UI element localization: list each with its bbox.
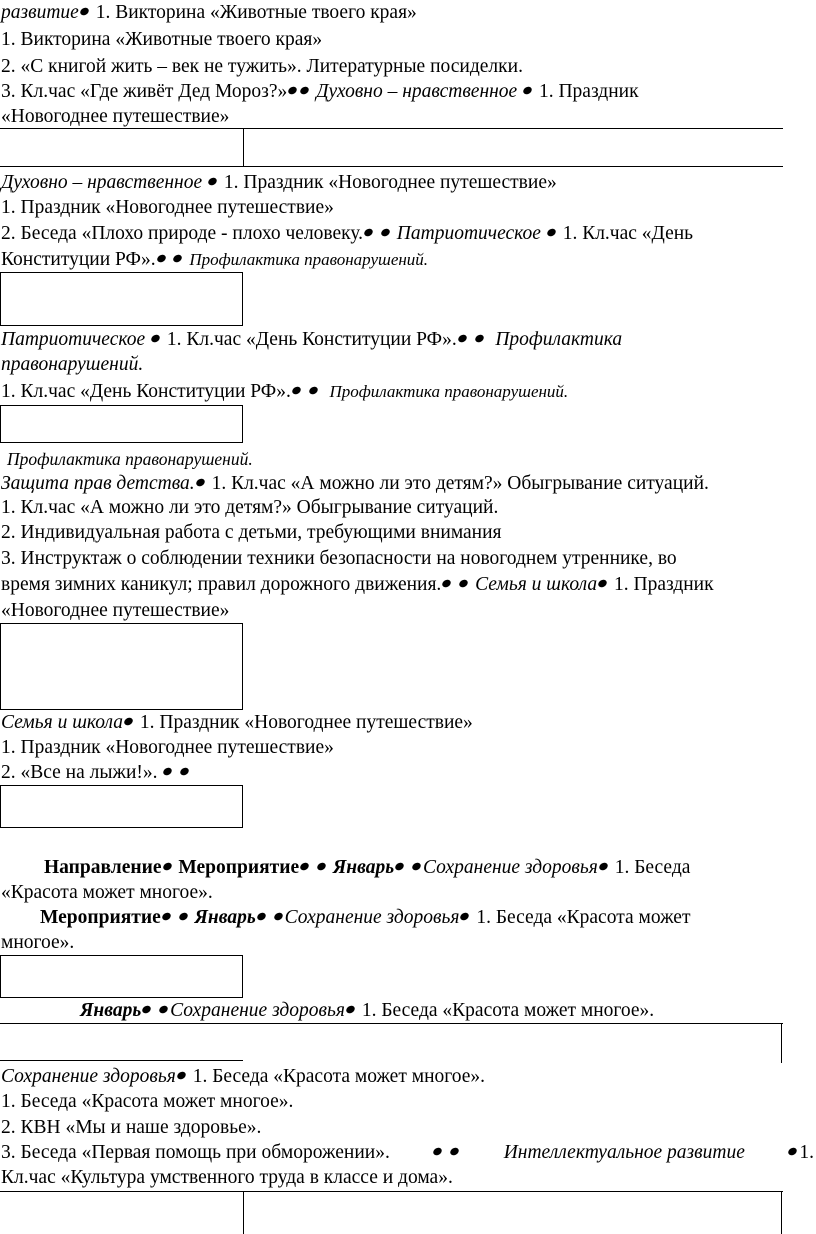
- bullet-icon: [176, 1070, 187, 1081]
- direction-label: Интеллектуальное развитие: [503, 1142, 745, 1163]
- text-line: [1, 1142, 814, 1164]
- event-text: 1. Беседа «Красота может многое».: [192, 1066, 486, 1087]
- bullet-icon: [458, 578, 469, 589]
- bullet-icon: [123, 716, 134, 727]
- direction-label: Защита прав детства.: [1, 473, 195, 494]
- direction-label: развитие: [1, 2, 79, 23]
- header-month: Январь: [194, 907, 256, 928]
- bullet-icon: [473, 333, 484, 344]
- empty-cell: [0, 405, 243, 443]
- bullet-icon: [394, 861, 405, 872]
- bullet-icon: [155, 253, 166, 264]
- header-event: Мероприятие: [178, 857, 300, 878]
- text-line: [1, 574, 714, 596]
- table-rule: [781, 1023, 782, 1063]
- text-line: [80, 1000, 654, 1022]
- text-line: [1, 172, 557, 194]
- text-line: [1, 329, 622, 351]
- event-text: 1. Праздник «Новогоднее путешествие»: [139, 712, 473, 733]
- event-text: 1. Беседа: [614, 857, 691, 878]
- direction-label: Патриотическое: [1, 329, 146, 350]
- event-item: 1. Праздник «Новогоднее путешествие»: [1, 197, 334, 218]
- event-text: 1. Праздник: [538, 81, 639, 102]
- bullet-icon: [522, 85, 533, 96]
- table-rule: [781, 1191, 782, 1234]
- event-text: 1. Кл.час «А можно ли это детям?» Обыгрывание ситуаций.: [211, 473, 709, 494]
- event-item: Кл.час «Культура умственного труда в классе и дома».: [1, 1167, 453, 1188]
- bullet-icon: [316, 861, 327, 872]
- event-item: «Красота может многое».: [1, 882, 213, 903]
- bullet-icon: [272, 911, 283, 922]
- event-item: «Новогоднее путешествие»: [1, 106, 230, 127]
- bullet-icon: [172, 253, 183, 264]
- empty-cell: [0, 785, 243, 828]
- bullet-icon: [380, 227, 391, 238]
- bullet-icon: [162, 766, 173, 777]
- event-item: 1. Беседа «Красота может многое».: [1, 1091, 294, 1112]
- event-text: 1. Кл.час «День Конституции РФ».: [166, 329, 457, 350]
- direction-label: правонарушений.: [1, 354, 144, 375]
- event-item: 1. Викторина «Животные твоего края»: [1, 29, 323, 50]
- event-item: 2. Индивидуальная работа с детьми, требующими внимания: [1, 522, 502, 543]
- text-line: [1, 81, 639, 103]
- text-line: [1, 381, 568, 403]
- event-text: время зимних каникул; правил дорожного движения.: [1, 574, 442, 595]
- table-rule: [0, 1060, 243, 1061]
- bullet-icon: [411, 861, 422, 872]
- text-line: [1, 249, 428, 271]
- text-line: [1, 223, 693, 245]
- bullet-icon: [179, 766, 190, 777]
- direction-label: Профилактика правонарушений.: [329, 382, 569, 401]
- bullet-icon: [299, 85, 310, 96]
- header-month: Январь: [80, 1000, 142, 1021]
- bullet-icon: [546, 227, 557, 238]
- event-text: 1. Викторина «Животные твоего края»: [95, 2, 417, 23]
- direction-label: Духовно – нравственное: [1, 172, 203, 193]
- direction-label: Профилактика: [495, 329, 623, 350]
- direction-label: Сохранение здоровья: [423, 857, 598, 878]
- event-text: 1. Праздник «Новогоднее путешествие»: [223, 172, 557, 193]
- table-rule: [0, 1191, 783, 1192]
- bullet-icon: [787, 1146, 798, 1157]
- text-line: [1, 473, 709, 495]
- table-rule: [0, 128, 783, 129]
- event-item: 2. «С книгой жить – век не тужить». Литературные посиделки.: [1, 56, 523, 77]
- bullet-icon: [308, 385, 319, 396]
- bullet-icon: [432, 1146, 443, 1157]
- event-text: 1. Беседа «Красота может многое».: [361, 1000, 655, 1021]
- direction-label: Патриотическое: [396, 223, 541, 244]
- bullet-icon: [256, 911, 267, 922]
- event-item: 2. КВН «Мы и наше здоровье».: [1, 1117, 262, 1138]
- table-rule: [243, 128, 244, 166]
- header-month: Январь: [332, 857, 395, 878]
- text-line: [1, 712, 473, 734]
- text-line: [1, 1066, 485, 1088]
- direction-label: Семья и школа: [1, 712, 124, 733]
- event-text: 2. «Все на лыжи!».: [1, 762, 158, 783]
- bullet-icon: [598, 861, 609, 872]
- bullet-icon: [345, 1004, 356, 1015]
- event-text: 1. Праздник: [613, 574, 714, 595]
- bullet-icon: [161, 861, 172, 872]
- bullet-icon: [449, 1146, 460, 1157]
- bullet-icon: [141, 1004, 152, 1015]
- bullet-icon: [150, 333, 161, 344]
- direction-label: Сохранение здоровья: [284, 907, 460, 928]
- direction-label: Сохранение здоровья: [1, 1066, 176, 1087]
- bullet-icon: [287, 85, 298, 96]
- bullet-icon: [441, 578, 452, 589]
- bullet-icon: [299, 861, 310, 872]
- event-text: 1. Кл.час «День: [562, 223, 694, 244]
- event-item: 1. Праздник «Новогоднее путешествие»: [1, 737, 334, 758]
- empty-cell: [0, 955, 243, 998]
- event-text: 3. Кл.час «Где живёт Дед Мороз?»: [1, 81, 288, 102]
- direction-label: Профилактика правонарушений.: [7, 449, 253, 469]
- text-line: [44, 857, 690, 879]
- table-rule: [243, 1191, 244, 1234]
- table-rule: [0, 1023, 783, 1024]
- event-item: «Новогоднее путешествие»: [1, 600, 230, 621]
- text-line: [1, 762, 191, 784]
- direction-label: Семья и школа: [475, 574, 598, 595]
- event-item: 1. Кл.час «А можно ли это детям?» Обыгрывание ситуаций.: [1, 497, 499, 518]
- bullet-icon: [459, 911, 470, 922]
- event-text: 1. Беседа «Красота может: [476, 907, 691, 928]
- bullet-icon: [195, 477, 206, 488]
- event-item: 3. Инструктаж о соблюдении техники безопасности на новогоднем утреннике, во: [1, 548, 677, 569]
- text-line: [40, 907, 691, 929]
- bullet-icon: [291, 385, 302, 396]
- direction-label: Духовно – нравственное: [316, 81, 518, 102]
- header-direction: Направление: [44, 857, 162, 878]
- empty-cell: [0, 272, 243, 326]
- table-rule: [0, 166, 783, 167]
- bullet-icon: [207, 176, 218, 187]
- header-event: Мероприятие: [40, 907, 161, 928]
- bullet-icon: [158, 1004, 169, 1015]
- event-text: 3. Беседа «Первая помощь при обморожении».: [1, 1142, 390, 1163]
- event-item: многое».: [1, 932, 75, 953]
- bullet-icon: [177, 911, 188, 922]
- empty-cell: [0, 623, 243, 710]
- event-text: 1. Кл.час «День Конституции РФ».: [1, 381, 291, 402]
- event-text: 2. Беседа «Плохо природе - плохо человеку.: [1, 223, 364, 244]
- bullet-icon: [363, 227, 374, 238]
- bullet-icon: [457, 333, 468, 344]
- bullet-icon: [79, 6, 90, 17]
- direction-label: Сохранение здоровья: [170, 1000, 345, 1021]
- event-text: 1.: [799, 1142, 814, 1163]
- direction-label: Профилактика правонарушений.: [189, 250, 429, 269]
- text-line: [1, 2, 417, 24]
- bullet-icon: [597, 578, 608, 589]
- bullet-icon: [161, 911, 172, 922]
- event-text: Конституции РФ».: [1, 249, 156, 270]
